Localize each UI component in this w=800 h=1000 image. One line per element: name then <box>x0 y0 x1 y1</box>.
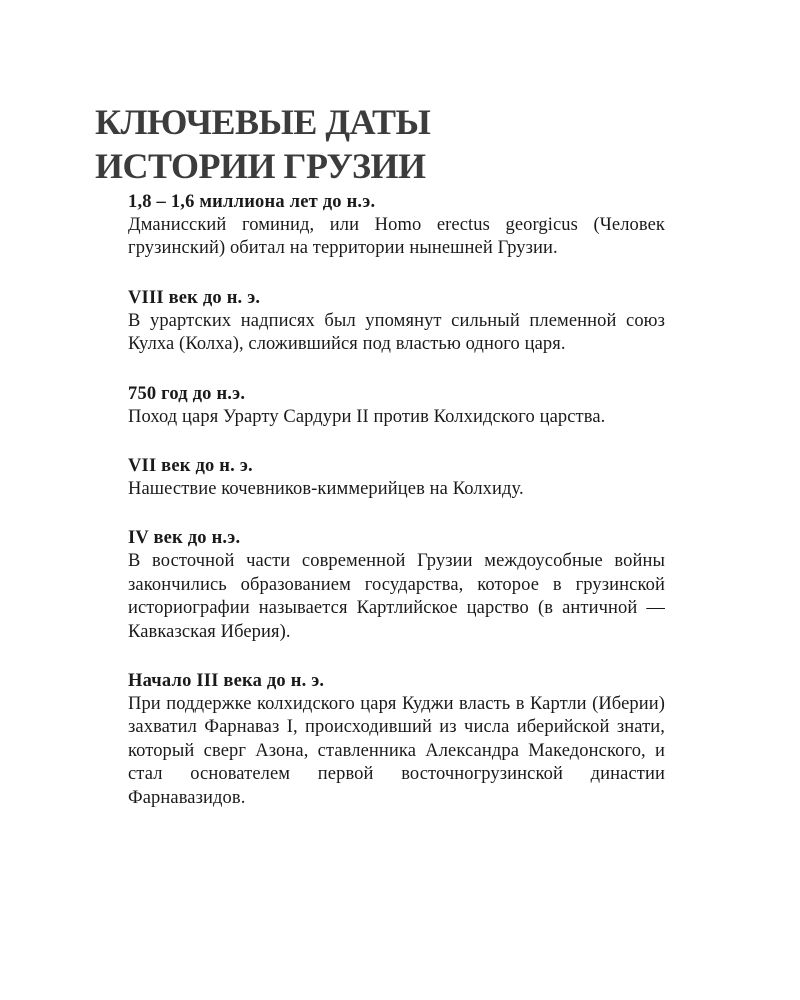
entry-date: 1,8 – 1,6 миллиона лет до н.э. <box>128 192 376 212</box>
entry-date: 750 год до н.э. <box>128 383 246 404</box>
entry-date: VII век до н. э. <box>128 456 253 477</box>
page-title-line-2: ИСТОРИИ ГРУЗИИ <box>95 146 426 186</box>
entry-text: Нашествие кочевников-киммерийцев на Колхиду. <box>128 479 524 500</box>
latin-term: Homo erectus georgicus <box>374 215 578 235</box>
entry-date: IV век до н.э. <box>128 528 241 549</box>
page-title-line-1: КЛЮЧЕВЫЕ ДАТЫ <box>95 102 431 142</box>
page-title <box>95 100 430 188</box>
entry-text: В восточной части современной Грузии междоусобные войны закончились образованием государства, которое в грузинской историографии называется Картлийское царство (в античной — Кавказская Иберия). <box>128 551 665 642</box>
timeline-entry <box>128 382 665 429</box>
timeline-entry <box>128 526 665 644</box>
timeline-entry <box>128 669 665 810</box>
entry-text: При поддержке колхидского царя Куджи власть в Картли (Иберии) захватил Фарнаваз I, происходивший из числа иберийской знати, который сверг Азона, ставленника Александра Македонского, и стал основателем первой восточногрузинской династии Фарнавазидов. <box>128 694 665 808</box>
entry-text: В урартских надписях был упомянут сильный племенной союз Кулха (Колха), сложившийся под властью одного царя. <box>128 310 665 355</box>
entry-text: Дманисский гоминид, или Homo erectus georgicus (Человек грузинский) обитал на территории нынешней Грузии. <box>128 215 666 259</box>
timeline-entry <box>128 286 665 357</box>
entry-date: Начало III века до н. э. <box>128 671 325 692</box>
timeline-entry <box>128 454 665 501</box>
timeline-entry <box>128 190 665 261</box>
entry-text: Поход царя Урарту Сардури II против Колхидского царства. <box>128 406 606 427</box>
timeline-entries <box>128 190 665 810</box>
entry-date: VIII век до н. э. <box>128 287 261 308</box>
